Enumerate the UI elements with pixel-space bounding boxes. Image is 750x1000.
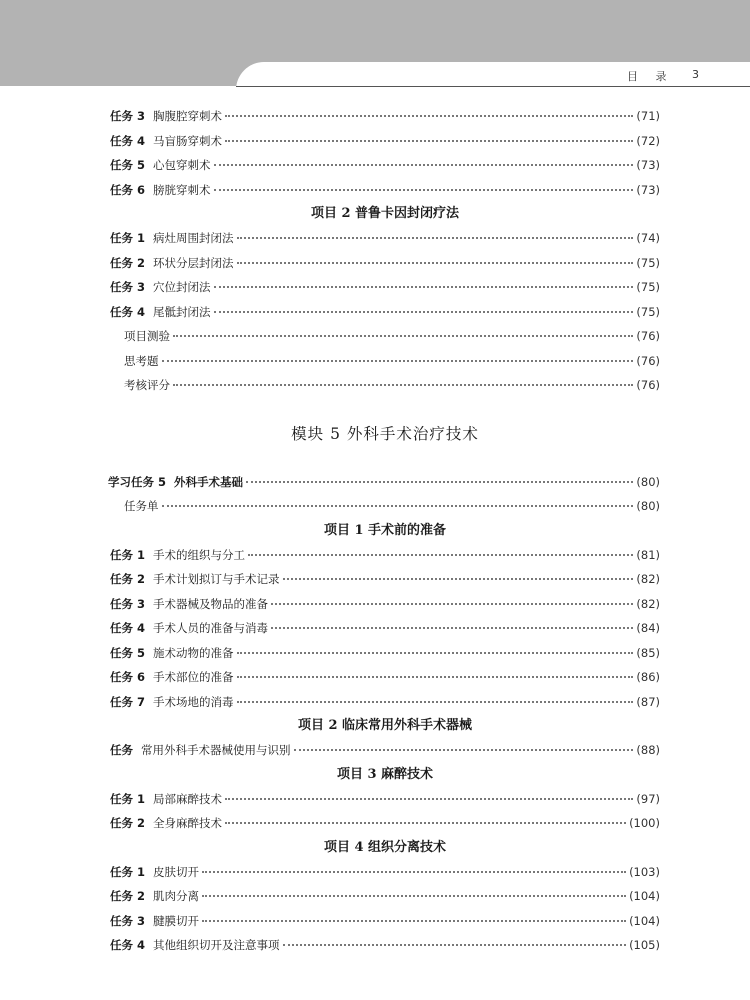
entry-page-number: (75) xyxy=(636,304,660,319)
leader-dots xyxy=(214,189,634,191)
study-task-number: 学习任务 5 xyxy=(108,474,167,489)
entry-title: 膀胱穿刺术 xyxy=(153,182,211,197)
leader-dots xyxy=(202,871,626,873)
toc-entry[interactable] xyxy=(110,129,660,154)
entry-page-number: (97) xyxy=(636,791,660,806)
task-number: 任务 6 xyxy=(110,182,146,197)
entry-page-number: (72) xyxy=(636,133,660,148)
running-head-title: 目 录 xyxy=(627,70,674,83)
entry-page-number: (80) xyxy=(636,499,660,513)
entry-page-number: (103) xyxy=(629,864,660,879)
entry-page-number: (85) xyxy=(636,645,660,660)
entry-page-number: (86) xyxy=(636,670,660,684)
toc-entry[interactable] xyxy=(110,884,660,909)
entry-title: 尾骶封闭法 xyxy=(153,304,211,319)
task-number: 任务 4 xyxy=(110,938,146,952)
leader-dots xyxy=(294,749,634,751)
entry-page-number: (76) xyxy=(636,353,660,368)
toc-entry[interactable] xyxy=(110,543,660,568)
toc-entry[interactable] xyxy=(110,592,660,617)
toc-group-block2 xyxy=(110,226,660,324)
toc-entry[interactable] xyxy=(110,153,660,178)
entry-title: 项目测验 xyxy=(124,329,170,343)
toc-entry[interactable] xyxy=(110,373,660,398)
entry-label xyxy=(110,275,211,300)
task-number: 任务 5 xyxy=(110,158,146,172)
entry-label xyxy=(110,933,280,958)
entry-label xyxy=(110,251,234,276)
section-heading-proj3: 项目 3 麻醉技术 xyxy=(336,766,434,782)
entry-title: 手术部位的准备 xyxy=(153,670,234,684)
task-number: 任务 5 xyxy=(110,645,146,660)
entry-label xyxy=(110,884,199,909)
entry-page-number: (104) xyxy=(629,913,660,928)
task-number: 任务 2 xyxy=(110,889,146,903)
leader-dots xyxy=(214,164,634,166)
leader-dots xyxy=(237,652,634,654)
task-number: 任务 1 xyxy=(110,231,146,245)
leader-dots xyxy=(202,920,626,922)
entry-title: 全身麻醉技术 xyxy=(153,816,223,830)
leader-dots xyxy=(271,627,633,629)
entry-label xyxy=(110,153,211,178)
toc-entry[interactable] xyxy=(110,178,660,203)
leader-dots xyxy=(162,360,634,362)
section-heading-proj1: 项目 1 手术前的准备 xyxy=(323,522,447,538)
toc-entry[interactable] xyxy=(110,811,660,836)
entry-title: 胸腹腔穿刺术 xyxy=(153,109,223,123)
task-number: 任务 1 xyxy=(110,864,146,879)
entry-page-number: (104) xyxy=(629,889,660,903)
leader-dots xyxy=(283,944,627,946)
entry-label xyxy=(110,811,222,836)
toc-entry[interactable] xyxy=(110,251,660,276)
entry-title: 病灶周围封闭法 xyxy=(153,231,234,245)
leader-dots xyxy=(246,481,633,483)
leader-dots xyxy=(173,335,633,337)
entry-title: 手术的组织与分工 xyxy=(153,547,246,562)
task-number: 任务 3 xyxy=(110,280,146,294)
study-task-label xyxy=(108,470,243,495)
entry-title: 常用外科手术器械使用与识别 xyxy=(141,743,291,757)
toc-entry-task-sheet[interactable] xyxy=(110,494,660,519)
entry-title: 手术器械及物品的准备 xyxy=(153,596,269,611)
module-heading: 模块 5 外科手术治疗技术 xyxy=(291,424,479,443)
leader-dots xyxy=(237,237,634,239)
task-number: 任务 4 xyxy=(110,621,146,635)
toc-entry[interactable] xyxy=(110,275,660,300)
entry-page-number: (88) xyxy=(636,743,660,757)
toc-entry[interactable] xyxy=(110,300,660,325)
leader-dots xyxy=(173,384,633,386)
entry-page-number: (73) xyxy=(636,158,660,172)
toc-entry[interactable] xyxy=(110,690,660,715)
leader-dots xyxy=(225,822,626,824)
entry-label xyxy=(110,567,280,592)
section-heading-proj2b: 项目 2 临床常用外科手术器械 xyxy=(297,718,473,733)
entry-label xyxy=(110,909,199,934)
entry-label xyxy=(110,738,291,763)
toc-entry[interactable] xyxy=(110,933,660,958)
toc-group-extras xyxy=(110,324,660,398)
toc-entry[interactable] xyxy=(110,567,660,592)
entry-page-number: (74) xyxy=(636,231,660,245)
task-number: 任务 1 xyxy=(110,791,146,806)
task-number: 任务 3 xyxy=(110,109,146,123)
toc-group-proj2b xyxy=(110,738,660,763)
entry-title: 皮肤切开 xyxy=(153,864,200,879)
toc-entry[interactable] xyxy=(110,616,660,641)
entry-label xyxy=(110,373,170,398)
entry-label xyxy=(110,104,222,129)
toc-entry[interactable] xyxy=(110,738,660,763)
toc-group-proj1 xyxy=(110,543,660,715)
task-number: 任务 2 xyxy=(110,255,146,270)
entry-title: 其他组织切开及注意事项 xyxy=(153,938,280,952)
task-sheet-title: 任务单 xyxy=(124,499,159,513)
entry-label xyxy=(110,665,234,690)
toc-entry[interactable] xyxy=(110,860,660,885)
entry-label xyxy=(110,690,234,715)
toc-entry[interactable] xyxy=(110,349,660,374)
task-number: 任务 xyxy=(110,743,133,757)
toc-entry[interactable] xyxy=(110,909,660,934)
entry-label xyxy=(110,226,234,251)
entry-page-number: (76) xyxy=(636,378,660,392)
task-number: 任务 2 xyxy=(110,816,146,830)
study-task-title: 外科手术基础 xyxy=(174,474,244,489)
entry-title: 肌肉分离 xyxy=(153,889,200,903)
leader-dots xyxy=(214,286,634,288)
task-number: 任务 4 xyxy=(110,304,146,319)
entry-title: 考核评分 xyxy=(124,378,170,392)
leader-dots xyxy=(283,578,634,580)
task-number: 任务 7 xyxy=(110,694,146,709)
entry-label xyxy=(110,787,222,812)
leader-dots xyxy=(237,262,634,264)
entry-page-number: (82) xyxy=(636,596,660,611)
leader-dots xyxy=(225,115,633,117)
toc-group-block1 xyxy=(110,104,660,202)
entry-label xyxy=(110,324,170,349)
toc-group-proj3 xyxy=(110,787,660,836)
entry-title: 心包穿刺术 xyxy=(153,158,211,172)
entry-title: 马盲肠穿刺术 xyxy=(153,133,223,148)
entry-label xyxy=(110,543,245,568)
toc-entry-study-task[interactable] xyxy=(108,470,660,495)
entry-title: 穴位封闭法 xyxy=(153,280,211,294)
entry-page-number: (81) xyxy=(636,547,660,562)
entry-page-number: (80) xyxy=(636,474,660,489)
entry-page-number: (100) xyxy=(629,816,660,830)
toc-entry[interactable] xyxy=(110,787,660,812)
leader-dots xyxy=(225,140,633,142)
entry-page-number: (105) xyxy=(629,938,660,952)
entry-label xyxy=(110,592,268,617)
leader-dots xyxy=(202,895,626,897)
task-number: 任务 1 xyxy=(110,547,146,562)
entry-label xyxy=(110,349,159,374)
entry-page-number: (75) xyxy=(636,255,660,270)
task-number: 任务 2 xyxy=(110,572,146,586)
leader-dots xyxy=(237,676,634,678)
toc-entry[interactable] xyxy=(110,104,660,129)
running-head-page-number: 3 xyxy=(692,68,699,81)
leader-dots xyxy=(225,798,633,800)
toc-entry[interactable] xyxy=(110,641,660,666)
task-number: 任务 3 xyxy=(110,913,146,928)
entry-label xyxy=(110,616,268,641)
entry-page-number: (73) xyxy=(636,182,660,197)
entry-label xyxy=(110,129,222,154)
entry-title: 腱膜切开 xyxy=(153,913,200,928)
leader-dots xyxy=(214,311,634,313)
entry-title: 局部麻醉技术 xyxy=(153,791,223,806)
entry-title: 手术计划拟订与手术记录 xyxy=(153,572,280,586)
entry-title: 施术动物的准备 xyxy=(153,645,234,660)
leader-dots xyxy=(271,603,633,605)
task-number: 任务 4 xyxy=(110,133,146,148)
entry-title: 手术场地的消毒 xyxy=(153,694,234,709)
task-number: 任务 3 xyxy=(110,596,146,611)
entry-page-number: (82) xyxy=(636,572,660,586)
section-heading-proj4: 项目 4 组织分离技术 xyxy=(323,839,447,855)
entry-title: 手术人员的准备与消毒 xyxy=(153,621,269,635)
header-rule xyxy=(236,86,750,87)
entry-title: 思考题 xyxy=(124,353,159,368)
toc-entry[interactable] xyxy=(110,665,660,690)
entry-page-number: (87) xyxy=(636,694,660,709)
leader-dots xyxy=(248,554,633,556)
section-heading-project-2: 项目 2 普鲁卡因封闭疗法 xyxy=(310,206,460,221)
entry-page-number: (71) xyxy=(636,109,660,123)
toc-entry[interactable] xyxy=(110,324,660,349)
entry-label xyxy=(110,178,211,203)
entry-label xyxy=(110,300,211,325)
task-number: 任务 6 xyxy=(110,670,146,684)
leader-dots xyxy=(237,701,634,703)
toc-group-proj4 xyxy=(110,860,660,958)
table-of-contents xyxy=(110,104,660,958)
entry-label xyxy=(110,860,199,885)
leader-dots xyxy=(162,505,634,507)
entry-page-number: (76) xyxy=(636,329,660,343)
entry-label xyxy=(110,641,234,666)
entry-page-number: (84) xyxy=(636,621,660,635)
toc-entry[interactable] xyxy=(110,226,660,251)
entry-page-number: (75) xyxy=(636,280,660,294)
entry-title: 环状分层封闭法 xyxy=(153,255,234,270)
